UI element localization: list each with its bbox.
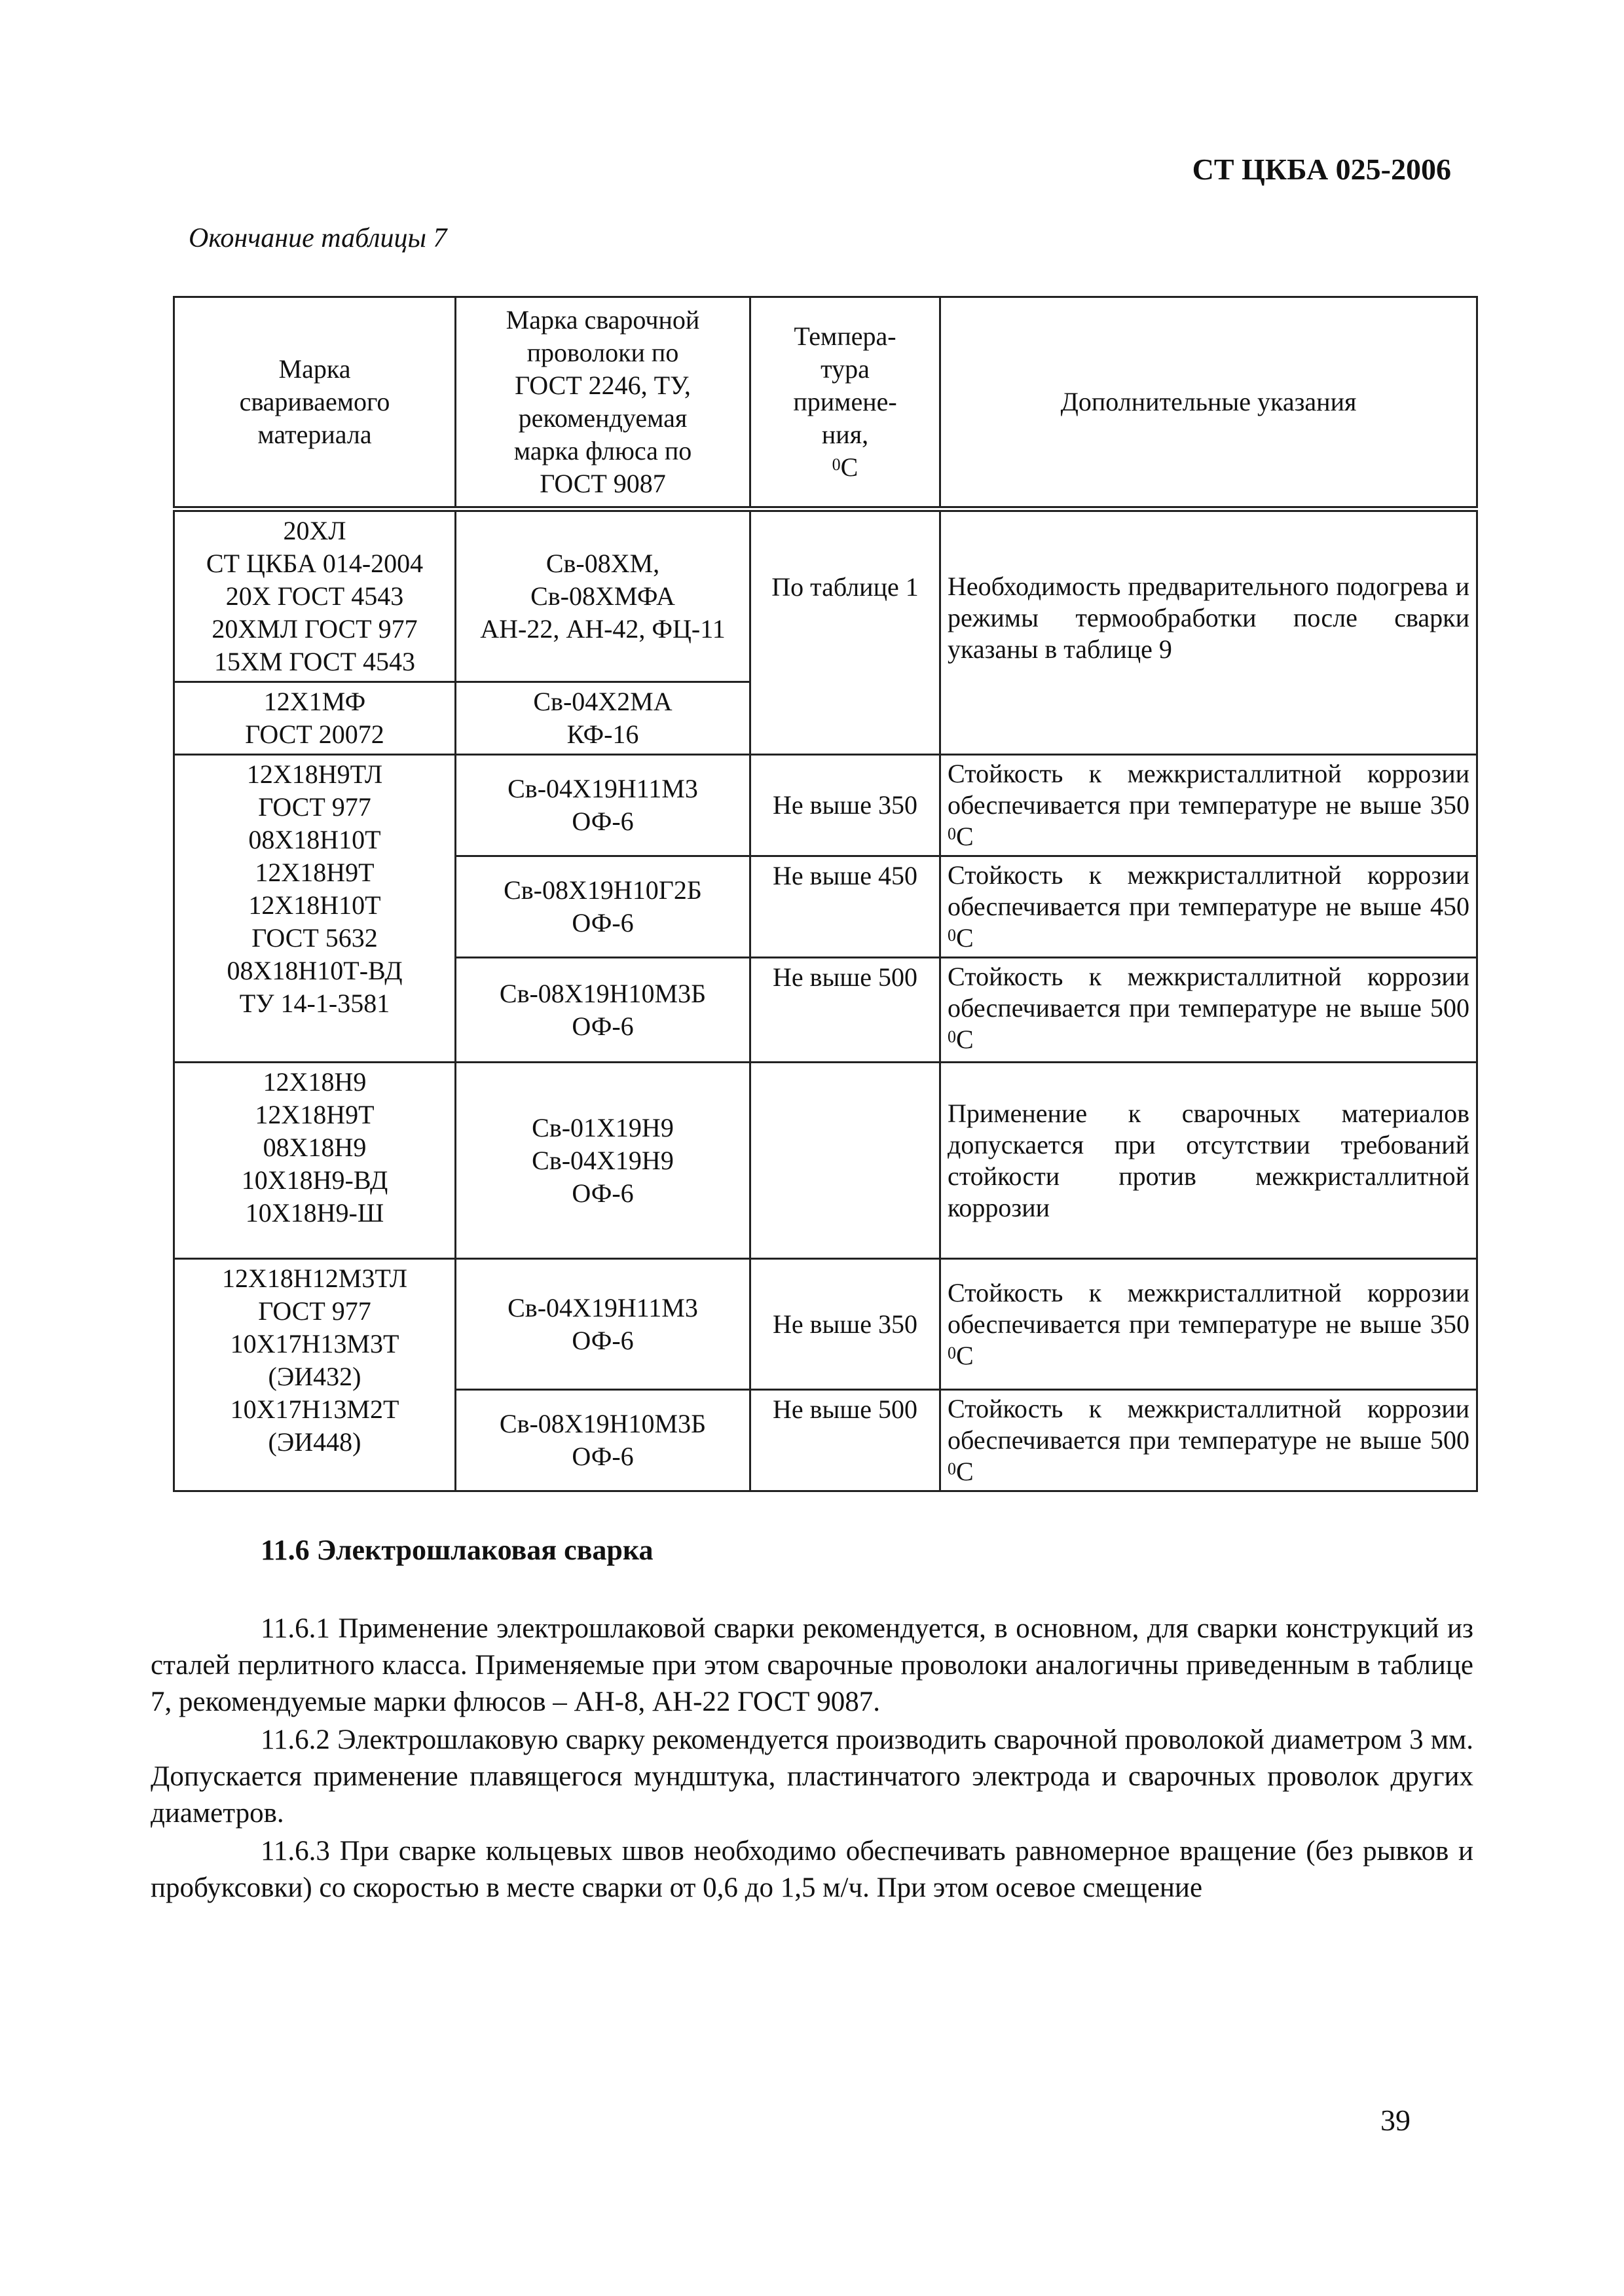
- temperature-cell: По таблице 1: [750, 509, 940, 755]
- material-cell: 12Х1МФ ГОСТ 20072: [174, 682, 456, 755]
- notes-cell: Необходимость предварительного подогрева и режимы термообработки после сварки указаны в таблице 9: [940, 509, 1477, 755]
- temperature-cell: Не выше 450: [750, 856, 940, 958]
- section-title: 11.6 Электрошлаковая сварка: [261, 1534, 654, 1566]
- temperature-cell: [750, 1063, 940, 1259]
- table-row: [174, 1259, 1477, 1390]
- paragraph-11-6-3: 11.6.3 При сварке кольцевых швов необходимо обеспечивать равномерное вращение (без рывков и пробуксовки) со скоростью в месте сварки от 0,6 до 1,5 м/ч. При этом осевое смещение: [151, 1836, 1473, 1903]
- notes-cell: Стойкость к межкристаллитной коррозии обеспечивается при температуре не выше 450 $^0$С: [940, 856, 1477, 958]
- temperature-cell: Не выше 500: [750, 958, 940, 1063]
- material-cell: 20ХЛ СТ ЦКБА 014-2004 20Х ГОСТ 4543 20ХМЛ ГОСТ 977 15ХМ ГОСТ 4543: [174, 509, 456, 682]
- header-material: Марка свариваемого материала: [174, 297, 456, 509]
- notes-cell: Стойкость к межкристаллитной коррозии обеспечивается при температуре не выше 350 $^0$С: [940, 755, 1477, 856]
- notes-cell: Стойкость к межкристаллитной коррозии обеспечивается при температуре не выше 500 $^0$С: [940, 1390, 1477, 1491]
- table-row: [174, 1063, 1477, 1259]
- temperature-cell: Не выше 500: [750, 1390, 940, 1491]
- temperature-cell: Не выше 350: [750, 1259, 940, 1390]
- welding-materials-table: [173, 296, 1478, 1492]
- wire-cell: Св-04Х19Н11М3 ОФ-6: [456, 755, 750, 856]
- material-cell: 12Х18Н9ТЛ ГОСТ 977 08Х18Н10Т 12Х18Н9Т 12Х18Н10Т ГОСТ 5632 08Х18Н10Т-ВД ТУ 14-1-3581: [174, 755, 456, 1063]
- table-header-row: [174, 297, 1477, 509]
- table-row: [174, 755, 1477, 856]
- wire-cell: Св-08Х19Н10Г2Б ОФ-6: [456, 856, 750, 958]
- paragraph-11-6-1: 11.6.1 Применение электрошлаковой сварки рекомендуется, в основном, для сварки конструкций из сталей перлитного класса. Применяемые при этом сварочные проволоки аналогичны приведенным в таблице 7, рекомендуемые марки флюсов – АН-8, АН-22 ГОСТ 9087.: [151, 1613, 1473, 1717]
- wire-cell: Св-04Х2МА КФ-16: [456, 682, 750, 755]
- notes-cell: Применение к сварочных материалов допускается при отсутствии требований стойкости против межкристаллитной коррозии: [940, 1063, 1477, 1259]
- wire-cell: Св-04Х19Н11М3 ОФ-6: [456, 1259, 750, 1390]
- notes-cell: Стойкость к межкристаллитной коррозии обеспечивается при температуре не выше 350 $^0$С: [940, 1259, 1477, 1390]
- header-temperature: Темпера- тура примене- ния, $^0$С: [750, 297, 940, 509]
- material-cell: 12Х18Н9 12Х18Н9Т 08Х18Н9 10Х18Н9-ВД 10Х18Н9-Ш: [174, 1063, 456, 1259]
- page-number: 39: [1380, 2104, 1411, 2137]
- table-row: [174, 509, 1477, 682]
- paragraph-11-6-2: 11.6.2 Электрошлаковую сварку рекомендуется производить сварочной проволокой диаметром 3 мм. Допускается применение плавящегося мундштука, пластинчатого электрода и сварочных проволок других диаметров.: [151, 1724, 1473, 1829]
- document-code: СТ ЦКБА 025-2006: [1192, 153, 1451, 186]
- wire-cell: Св-08ХМ, Св-08ХМФА АН-22, АН-42, ФЦ-11: [456, 509, 750, 682]
- wire-cell: Св-08Х19Н10М3Б ОФ-6: [456, 1390, 750, 1491]
- material-cell: 12Х18Н12М3ТЛ ГОСТ 977 10Х17Н13М3Т (ЭИ432) 10Х17Н13М2Т (ЭИ448): [174, 1259, 456, 1491]
- temperature-cell: Не выше 350: [750, 755, 940, 856]
- header-notes: Дополнительные указания: [940, 297, 1477, 509]
- header-wire: Марка сварочной проволоки по ГОСТ 2246, ТУ, рекомендуемая марка флюса по ГОСТ 9087: [456, 297, 750, 509]
- table-caption: Окончание таблицы 7: [189, 223, 447, 253]
- wire-cell: Св-01Х19Н9 Св-04Х19Н9 ОФ-6: [456, 1063, 750, 1259]
- wire-cell: Св-08Х19Н10М3Б ОФ-6: [456, 958, 750, 1063]
- notes-cell: Стойкость к межкристаллитной коррозии обеспечивается при температуре не выше 500 $^0$С: [940, 958, 1477, 1063]
